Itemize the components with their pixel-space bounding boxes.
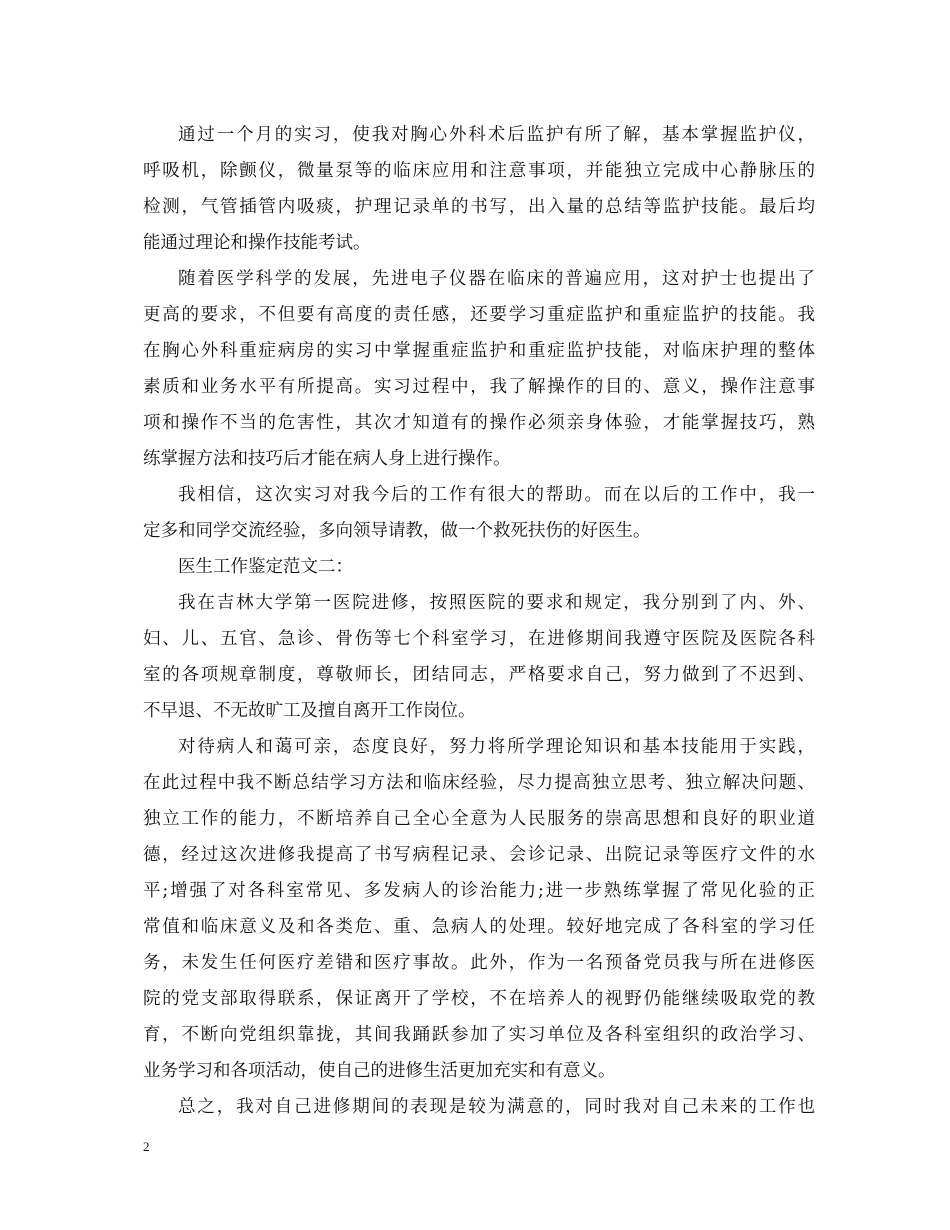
text-line: 练掌握方法和技巧后才能在病人身上进行操作。 (143, 449, 511, 469)
text-line: 平;增强了对各科室常见、多发病人的诊治能力;进一步熟练掌握了常见化验的正 (143, 881, 815, 901)
text-line: 呼吸机，除颤仪，微量泵等的临床应用和注意事项，并能独立完成中心静脉压的 (143, 161, 815, 181)
text-line: 总之，我对自己进修期间的表现是较为满意的，同时我对自己未来的工作也 (178, 1097, 815, 1117)
text-line: 通过一个月的实习，使我对胸心外科术后监护有所了解，基本掌握监护仪， (178, 125, 815, 145)
text-line: 我在吉林大学第一医院进修，按照医院的要求和规定，我分别到了内、外、 (178, 593, 815, 613)
text-line: 在此过程中我不断总结学习方法和临床经验，尽力提高独立思考、独立解决问题、 (143, 773, 815, 793)
text-line: 素质和业务水平有所提高。实习过程中，我了解操作的目的、意义，操作注意事 (143, 377, 815, 397)
text-line: 妇、儿、五官、急诊、骨伤等七个科室学习，在进修期间我遵守医院及医院各科 (143, 629, 815, 649)
text-line: 对待病人和蔼可亲，态度良好，努力将所学理论知识和基本技能用于实践， (178, 737, 815, 757)
text-line: 育，不断向党组织靠拢，其间我踊跃参加了实习单位及各科室组织的政治学习、 (143, 1025, 815, 1045)
text-line: 随着医学科学的发展，先进电子仪器在临床的普遍应用，这对护士也提出了 (178, 269, 815, 289)
text-line: 独立工作的能力，不断培养自己全心全意为人民服务的崇高思想和良好的职业道 (143, 809, 815, 829)
text-line: 常值和临床意义及和各类危、重、急病人的处理。较好地完成了各科室的学习任 (143, 917, 815, 937)
text-line: 务，未发生任何医疗差错和医疗事故。此外，作为一名预备党员我与所在进修医 (143, 953, 815, 973)
text-line: 能通过理论和操作技能考试。 (143, 233, 371, 253)
text-line: 检测，气管插管内吸痰，护理记录单的书写，出入量的总结等监护技能。最后均 (143, 197, 815, 217)
section-heading: 医生工作鉴定范文二： (178, 557, 353, 577)
text-line: 项和操作不当的危害性，其次才知道有的操作必须亲身体验，才能掌握技巧，熟 (143, 413, 815, 433)
text-line: 不早退、不无故旷工及擅自离开工作岗位。 (143, 701, 476, 721)
text-line: 业务学习和各项活动，使自己的进修生活更加充实和有意义。 (143, 1061, 616, 1081)
text-line: 在胸心外科重症病房的实习中掌握重症监护和重症监护技能，对临床护理的整体 (143, 341, 815, 361)
page-number: 2 (143, 1139, 150, 1154)
text-line: 我相信，这次实习对我今后的工作有很大的帮助。而在以后的工作中，我一 (178, 485, 815, 505)
text-line: 院的党支部取得联系，保证离开了学校，不在培养人的视野仍能继续吸取党的教 (143, 989, 815, 1009)
text-line: 更高的要求，不但要有高度的责任感，还要学习重症监护和重症监护的技能。我 (143, 305, 815, 325)
text-line: 室的各项规章制度，尊敬师长，团结同志，严格要求自己，努力做到了不迟到、 (143, 665, 815, 685)
text-line: 定多和同学交流经验，多向领导请教，做一个救死扶伤的好医生。 (143, 521, 651, 541)
text-line: 德，经过这次进修我提高了书写病程记录、会诊记录、出院记录等医疗文件的水 (143, 845, 815, 865)
document-body (143, 117, 815, 1125)
